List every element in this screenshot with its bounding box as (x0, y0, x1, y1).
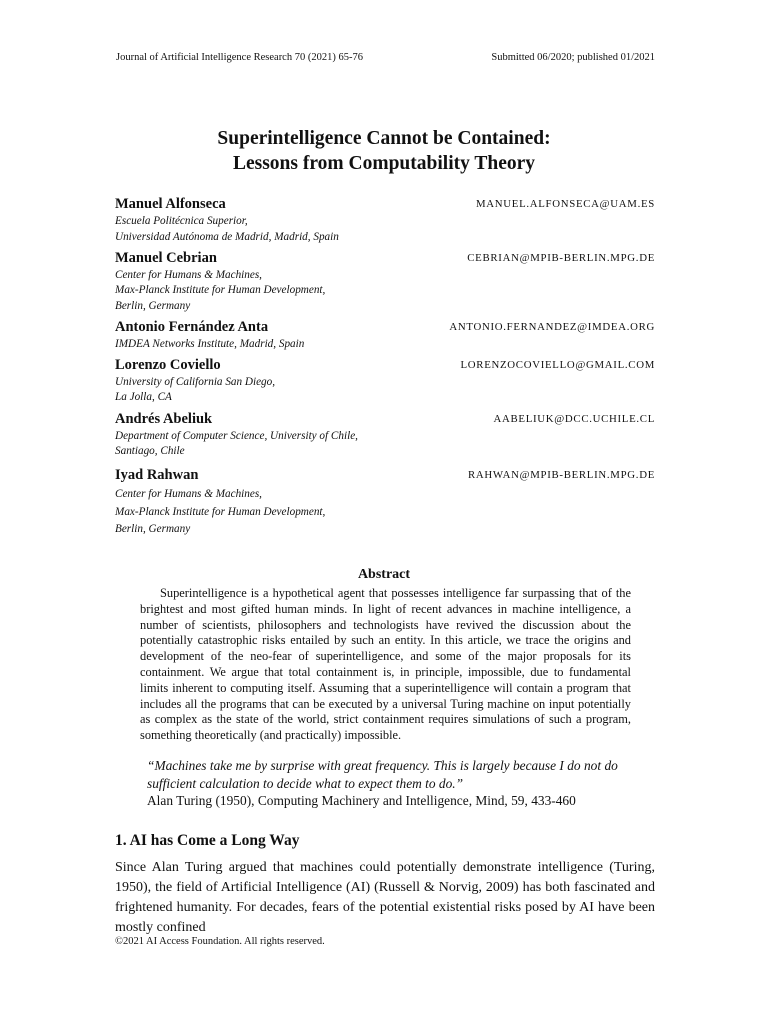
author-name: Antonio Fernández Anta (115, 319, 269, 335)
section-heading: 1. AI has Come a Long Way (115, 832, 300, 849)
author-affiliation-line: IMDEA Networks Institute, Madrid, Spain (115, 338, 305, 350)
abstract-text: Superintelligence is a hypothetical agent that possesses intelligence far surpassing that of the brightest and most gifted human minds. In light of recent advances in machine intelligence, a number of scientists, philosophers and technologists have revived the discussion about the potentially catastrophic risks entailed by such an entity. In this article, we trace the origins and development of the neo-fear of superintelligence, and some of the major proposals for its containment. We argue that total containment is, in principle, impossible, due to fundamental limits inherent to computing itself. Assuming that a superintelligence will contain a program that includes all the programs that can be executed by a universal Turing machine on input potentially as complex as the state of the world, strict containment requires simulations of such a program, something theoretically (and practically) impossible. (140, 586, 631, 743)
copyright-notice: ©2021 AI Access Foundation. All rights reserved. (115, 936, 325, 947)
author-affiliation-line: Department of Computer Science, University of Chile, (115, 430, 358, 442)
author-email: AABELIUK@DCC.UCHILE.CL (493, 413, 655, 425)
author-email: ANTONIO.FERNANDEZ@IMDEA.ORG (449, 321, 655, 333)
journal-header: Journal of Artificial Intelligence Research 70 (2021) 65-76 (116, 52, 363, 63)
author-affiliation-line: Max-Planck Institute for Human Development, (115, 506, 326, 518)
author-name: Andrés Abeliuk (115, 411, 213, 427)
epigraph-citation: Alan Turing (1950), Computing Machinery and Intelligence, Mind, 59, 433-460 (147, 793, 576, 808)
author-affiliation-line: La Jolla, CA (115, 391, 172, 403)
author-email: CEBRIAN@MPIB-BERLIN.MPG.DE (467, 252, 655, 264)
author-affiliation-line: Max-Planck Institute for Human Development, (115, 284, 326, 296)
author-affiliation-line: Berlin, Germany (115, 523, 191, 535)
submission-dates: Submitted 06/2020; published 01/2021 (491, 52, 655, 63)
author-affiliation-line: University of California San Diego, (115, 376, 276, 388)
section-body-text: Since Alan Turing argued that machines could potentially demonstrate intelligence (Turing, 1950), the field of Artificial Intelligence (AI) (Russell & Norvig, 2009) has both fascinated and frightened humanity. For decades, fears of the potential existential risks posed by AI have been mostly confined (115, 860, 655, 935)
author-email: RAHWAN@MPIB-BERLIN.MPG.DE (467, 469, 655, 481)
author-email: MANUEL.ALFONSECA@UAM.ES (475, 198, 655, 210)
author-affiliation-line: Berlin, Germany (115, 300, 191, 312)
author-affiliation-line: Universidad Autónoma de Madrid, Madrid, Spain (115, 231, 339, 243)
author-name: Iyad Rahwan (115, 467, 199, 483)
author-name: Manuel Alfonseca (115, 196, 226, 212)
paper-title-line-1: Superintelligence Cannot be Contained: (217, 128, 551, 149)
author-affiliation-line: Escuela Politécnica Superior, (115, 215, 248, 227)
author-affiliation-line: Santiago, Chile (115, 445, 185, 457)
author-email: LORENZOCOVIELLO@GMAIL.COM (460, 359, 655, 371)
author-name: Manuel Cebrian (115, 250, 217, 266)
author-affiliation-line: Center for Humans & Machines, (115, 269, 262, 281)
author-affiliation-line: Center for Humans & Machines, (115, 488, 262, 500)
paper-title-line-2: Lessons from Computability Theory (232, 153, 536, 174)
author-name: Lorenzo Coviello (115, 357, 221, 373)
abstract-heading: Abstract (357, 567, 411, 582)
epigraph-quote: “Machines take me by surprise with great frequency. This is largely because I do not do sufficient calculation to decide what to expect them to do.” (147, 758, 618, 791)
